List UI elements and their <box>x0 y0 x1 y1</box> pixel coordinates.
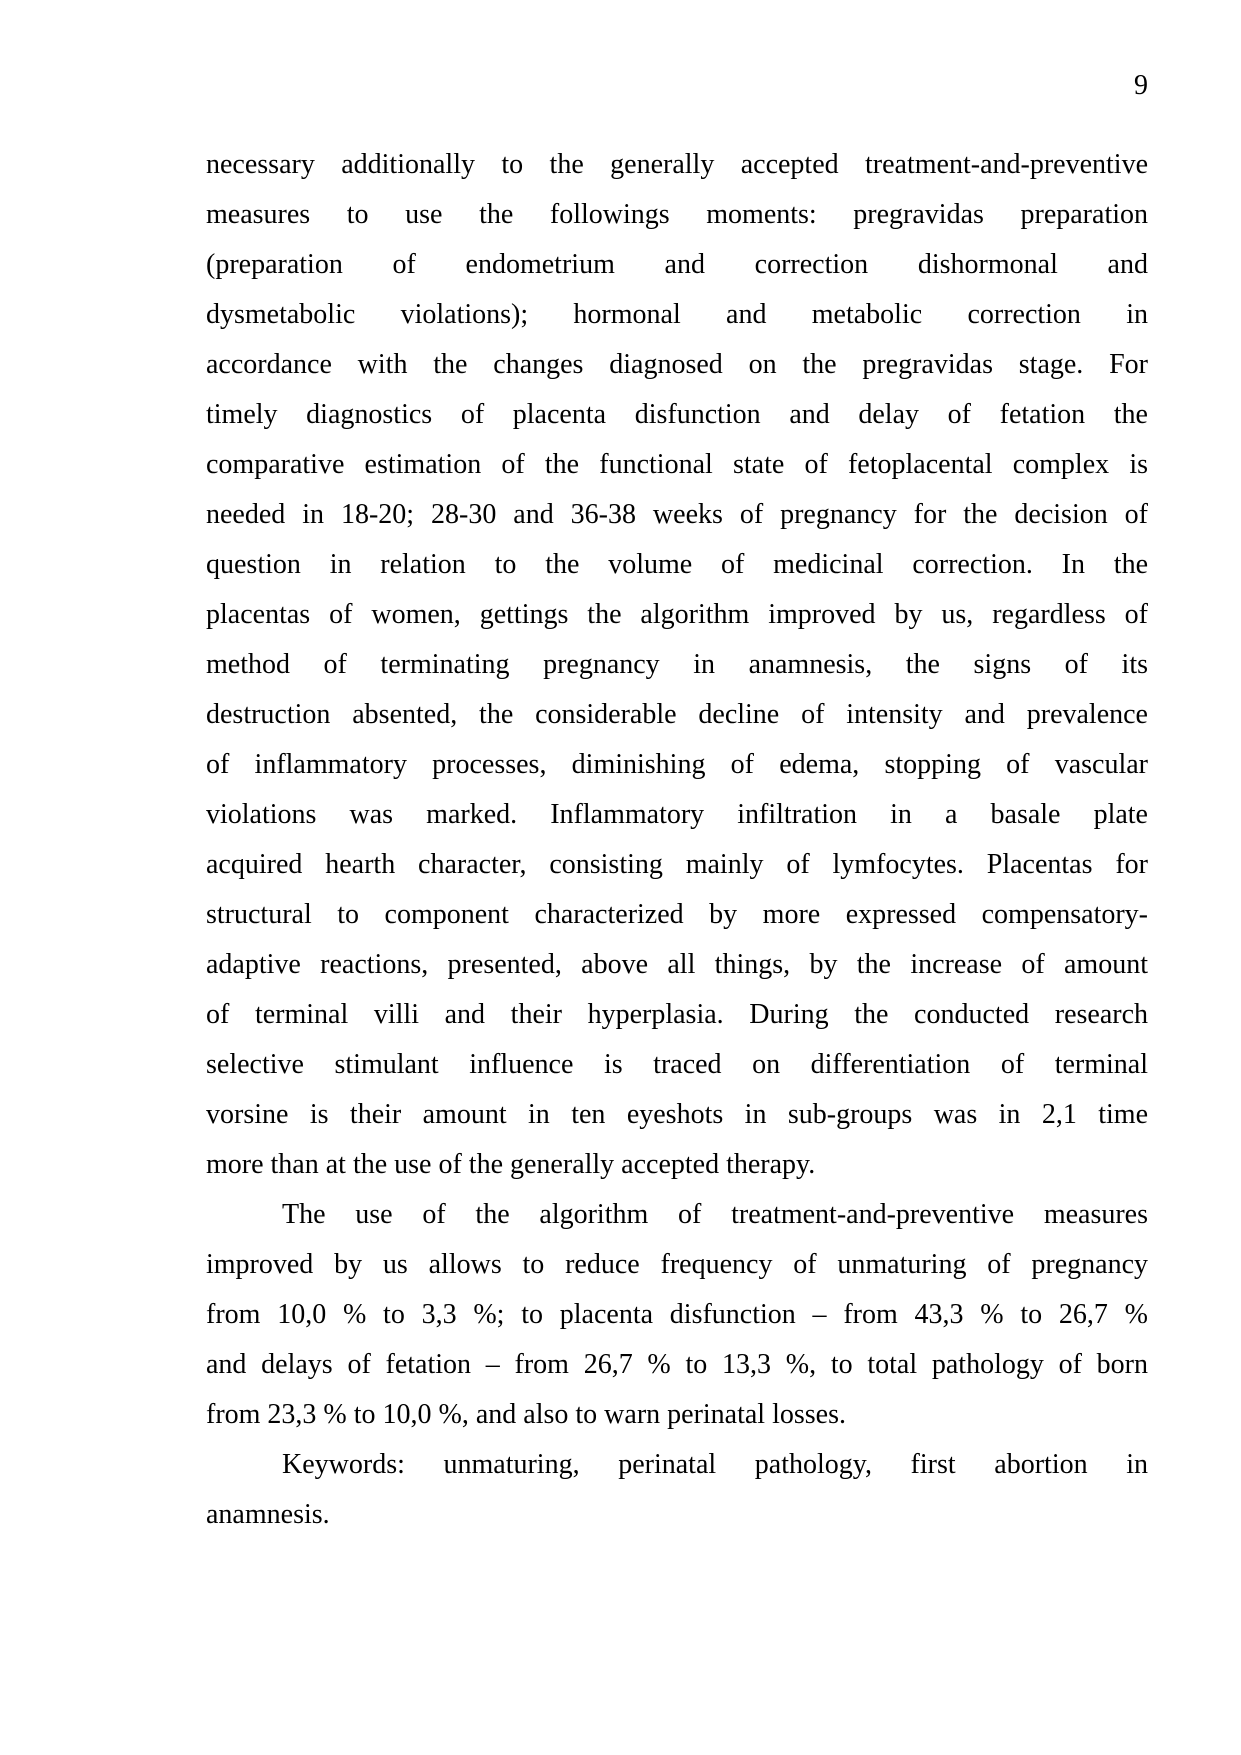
text-line: (preparation of endometrium and correction dishormonal and <box>206 249 1148 280</box>
text-line: selective stimulant influence is traced on differentiation of terminal <box>206 1049 1148 1080</box>
text-line: vorsine is their amount in ten eyeshots in sub-groups was in 2,1 time <box>206 1099 1148 1130</box>
text-line: needed in 18-20; 28-30 and 36-38 weeks of pregnancy for the decision of <box>206 499 1148 530</box>
text-line: dysmetabolic violations); hormonal and metabolic correction in <box>206 299 1148 330</box>
document-body <box>206 140 1148 1540</box>
text-line: of terminal villi and their hyperplasia. During the conducted research <box>206 999 1148 1030</box>
text-line: accordance with the changes diagnosed on the pregravidas stage. For <box>206 349 1148 380</box>
text-line: Keywords: unmaturing, perinatal pathology, first abortion in <box>282 1449 1148 1480</box>
text-line: and delays of fetation – from 26,7 % to 13,3 %, to total pathology of born <box>206 1349 1148 1380</box>
text-line: more than at the use of the generally accepted therapy. <box>206 1149 816 1180</box>
text-line: measures to use the followings moments: pregravidas preparation <box>206 199 1148 230</box>
text-line: from 10,0 % to 3,3 %; to placenta disfunction – from 43,3 % to 26,7 % <box>206 1299 1148 1330</box>
text-line: of inflammatory processes, diminishing of edema, stopping of vascular <box>206 749 1148 780</box>
page-number: 9 <box>1134 70 1148 101</box>
text-line: violations was marked. Inflammatory infiltration in a basale plate <box>206 799 1148 830</box>
text-line: adaptive reactions, presented, above all things, by the increase of amount <box>206 949 1148 980</box>
text-line: comparative estimation of the functional state of fetoplacental complex is <box>206 449 1148 480</box>
paragraph-2 <box>206 1190 1148 1440</box>
text-line: anamnesis. <box>206 1499 330 1530</box>
text-line: structural to component characterized by more expressed compensatory- <box>206 899 1148 930</box>
text-line: improved by us allows to reduce frequency of unmaturing of pregnancy <box>206 1249 1148 1280</box>
text-line: necessary additionally to the generally accepted treatment-and-preventive <box>206 149 1148 180</box>
text-line: destruction absented, the considerable decline of intensity and prevalence <box>206 699 1148 730</box>
text-line: question in relation to the volume of medicinal correction. In the <box>206 549 1148 580</box>
paragraph-3 <box>206 1440 1148 1540</box>
text-line: placentas of women, gettings the algorithm improved by us, regardless of <box>206 599 1148 630</box>
text-line: from 23,3 % to 10,0 %, and also to warn perinatal losses. <box>206 1399 846 1430</box>
paragraph-1 <box>206 140 1148 1190</box>
text-line: timely diagnostics of placenta disfunction and delay of fetation the <box>206 399 1148 430</box>
text-line: The use of the algorithm of treatment-and-preventive measures <box>282 1199 1148 1230</box>
text-line: acquired hearth character, consisting mainly of lymfocytes. Placentas for <box>206 849 1148 880</box>
text-line: method of terminating pregnancy in anamnesis, the signs of its <box>206 649 1148 680</box>
